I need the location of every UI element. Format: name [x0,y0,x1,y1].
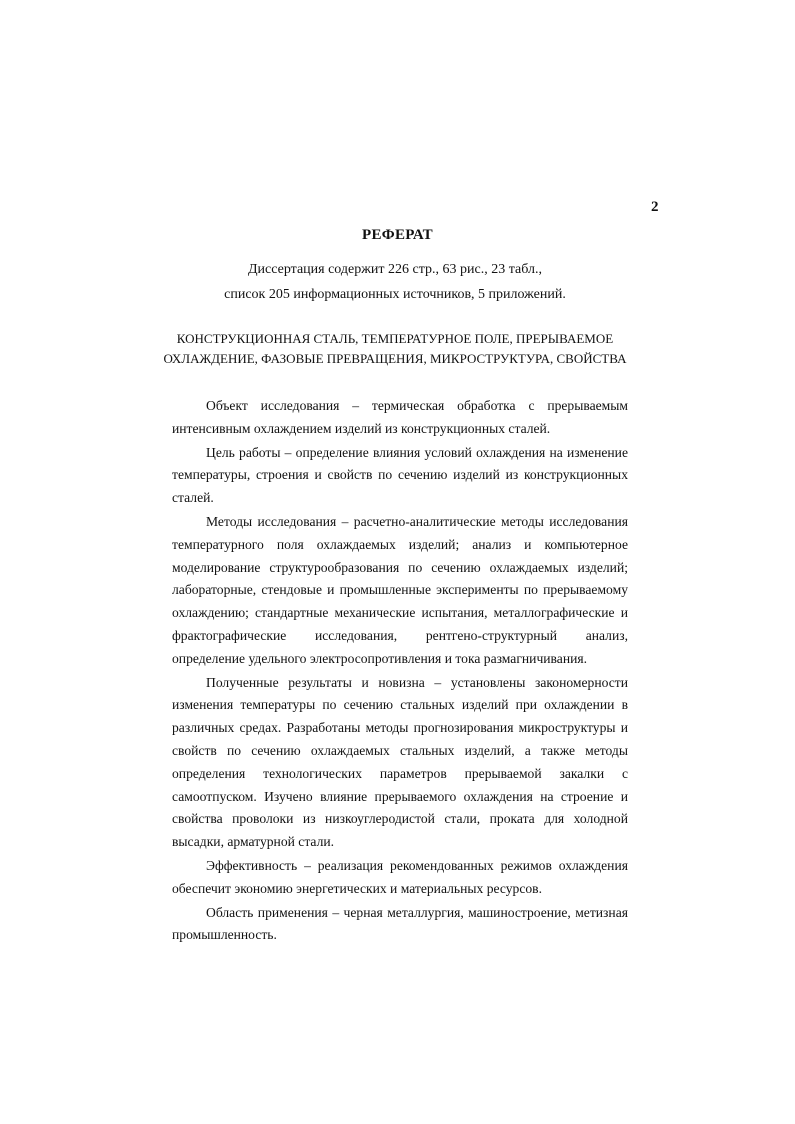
keywords-line-2: ОХЛАЖДЕНИЕ, ФАЗОВЫЕ ПРЕВРАЩЕНИЯ, МИКРОСТРУКТУРА, СВОЙСТВА [163,351,627,366]
paragraph-object: Объект исследования – термическая обработка с прерываемым интенсивным охлаждением изделий из конструкционных сталей. [172,398,628,436]
paragraph-methods: Методы исследования – расчетно-аналитические методы исследования температурного поля охлаждаемых изделий; анализ и компьютерное моделирование структурообразования по сечению охлаждаемых изделий; лабораторные, стендовые и промышленные эксперименты по прерываемому охлаждению; стандартные механические испытания, металлографические и фрактографические исследования, рентгено-структурный анализ, определение удельного электросопротивления и тока размагничивания. [172,513,628,666]
page-title: РЕФЕРАТ [362,227,433,243]
paragraph-results: Полученные результаты и новизна – установлены закономерности изменения температуры по сечению стальных изделий при охлаждении в различных средах. Разработаны методы прогнозирования микроструктуры и свойств по сечению охлаждаемых стальных изделий, а также методы определения технологических параметров прерываемой закалки с самоотпуском. Изучено влияние прерываемого охлаждения на строение и свойства проволоки из низкоуглеродистой стали, проката для холодной высадки, арматурной стали. [172,674,628,850]
keywords-line-1: КОНСТРУКЦИОННАЯ СТАЛЬ, ТЕМПЕРАТУРНОЕ ПОЛЕ, ПРЕРЫВАЕМОЕ [176,331,614,346]
page-number: 2 [651,199,659,215]
paragraph-goal: Цель работы – определение влияния условий охлаждения на изменение температуры, строения и свойств по сечению изделий из конструкционных сталей. [172,444,628,506]
abstract-body [172,395,628,947]
dissertation-stats-line-2: список 205 информационных источников, 5 приложений. [224,287,566,302]
paragraph-application: Область применения – черная металлургия, машиностроение, метизная промышленность. [172,904,628,943]
paragraph-effectiveness: Эффективность – реализация рекомендованных режимов охлаждения обеспечит экономию энергетических и материальных ресурсов. [172,857,628,896]
dissertation-stats-line-1: Диссертация содержит 226 стр., 63 рис., 23 табл., [248,262,542,277]
